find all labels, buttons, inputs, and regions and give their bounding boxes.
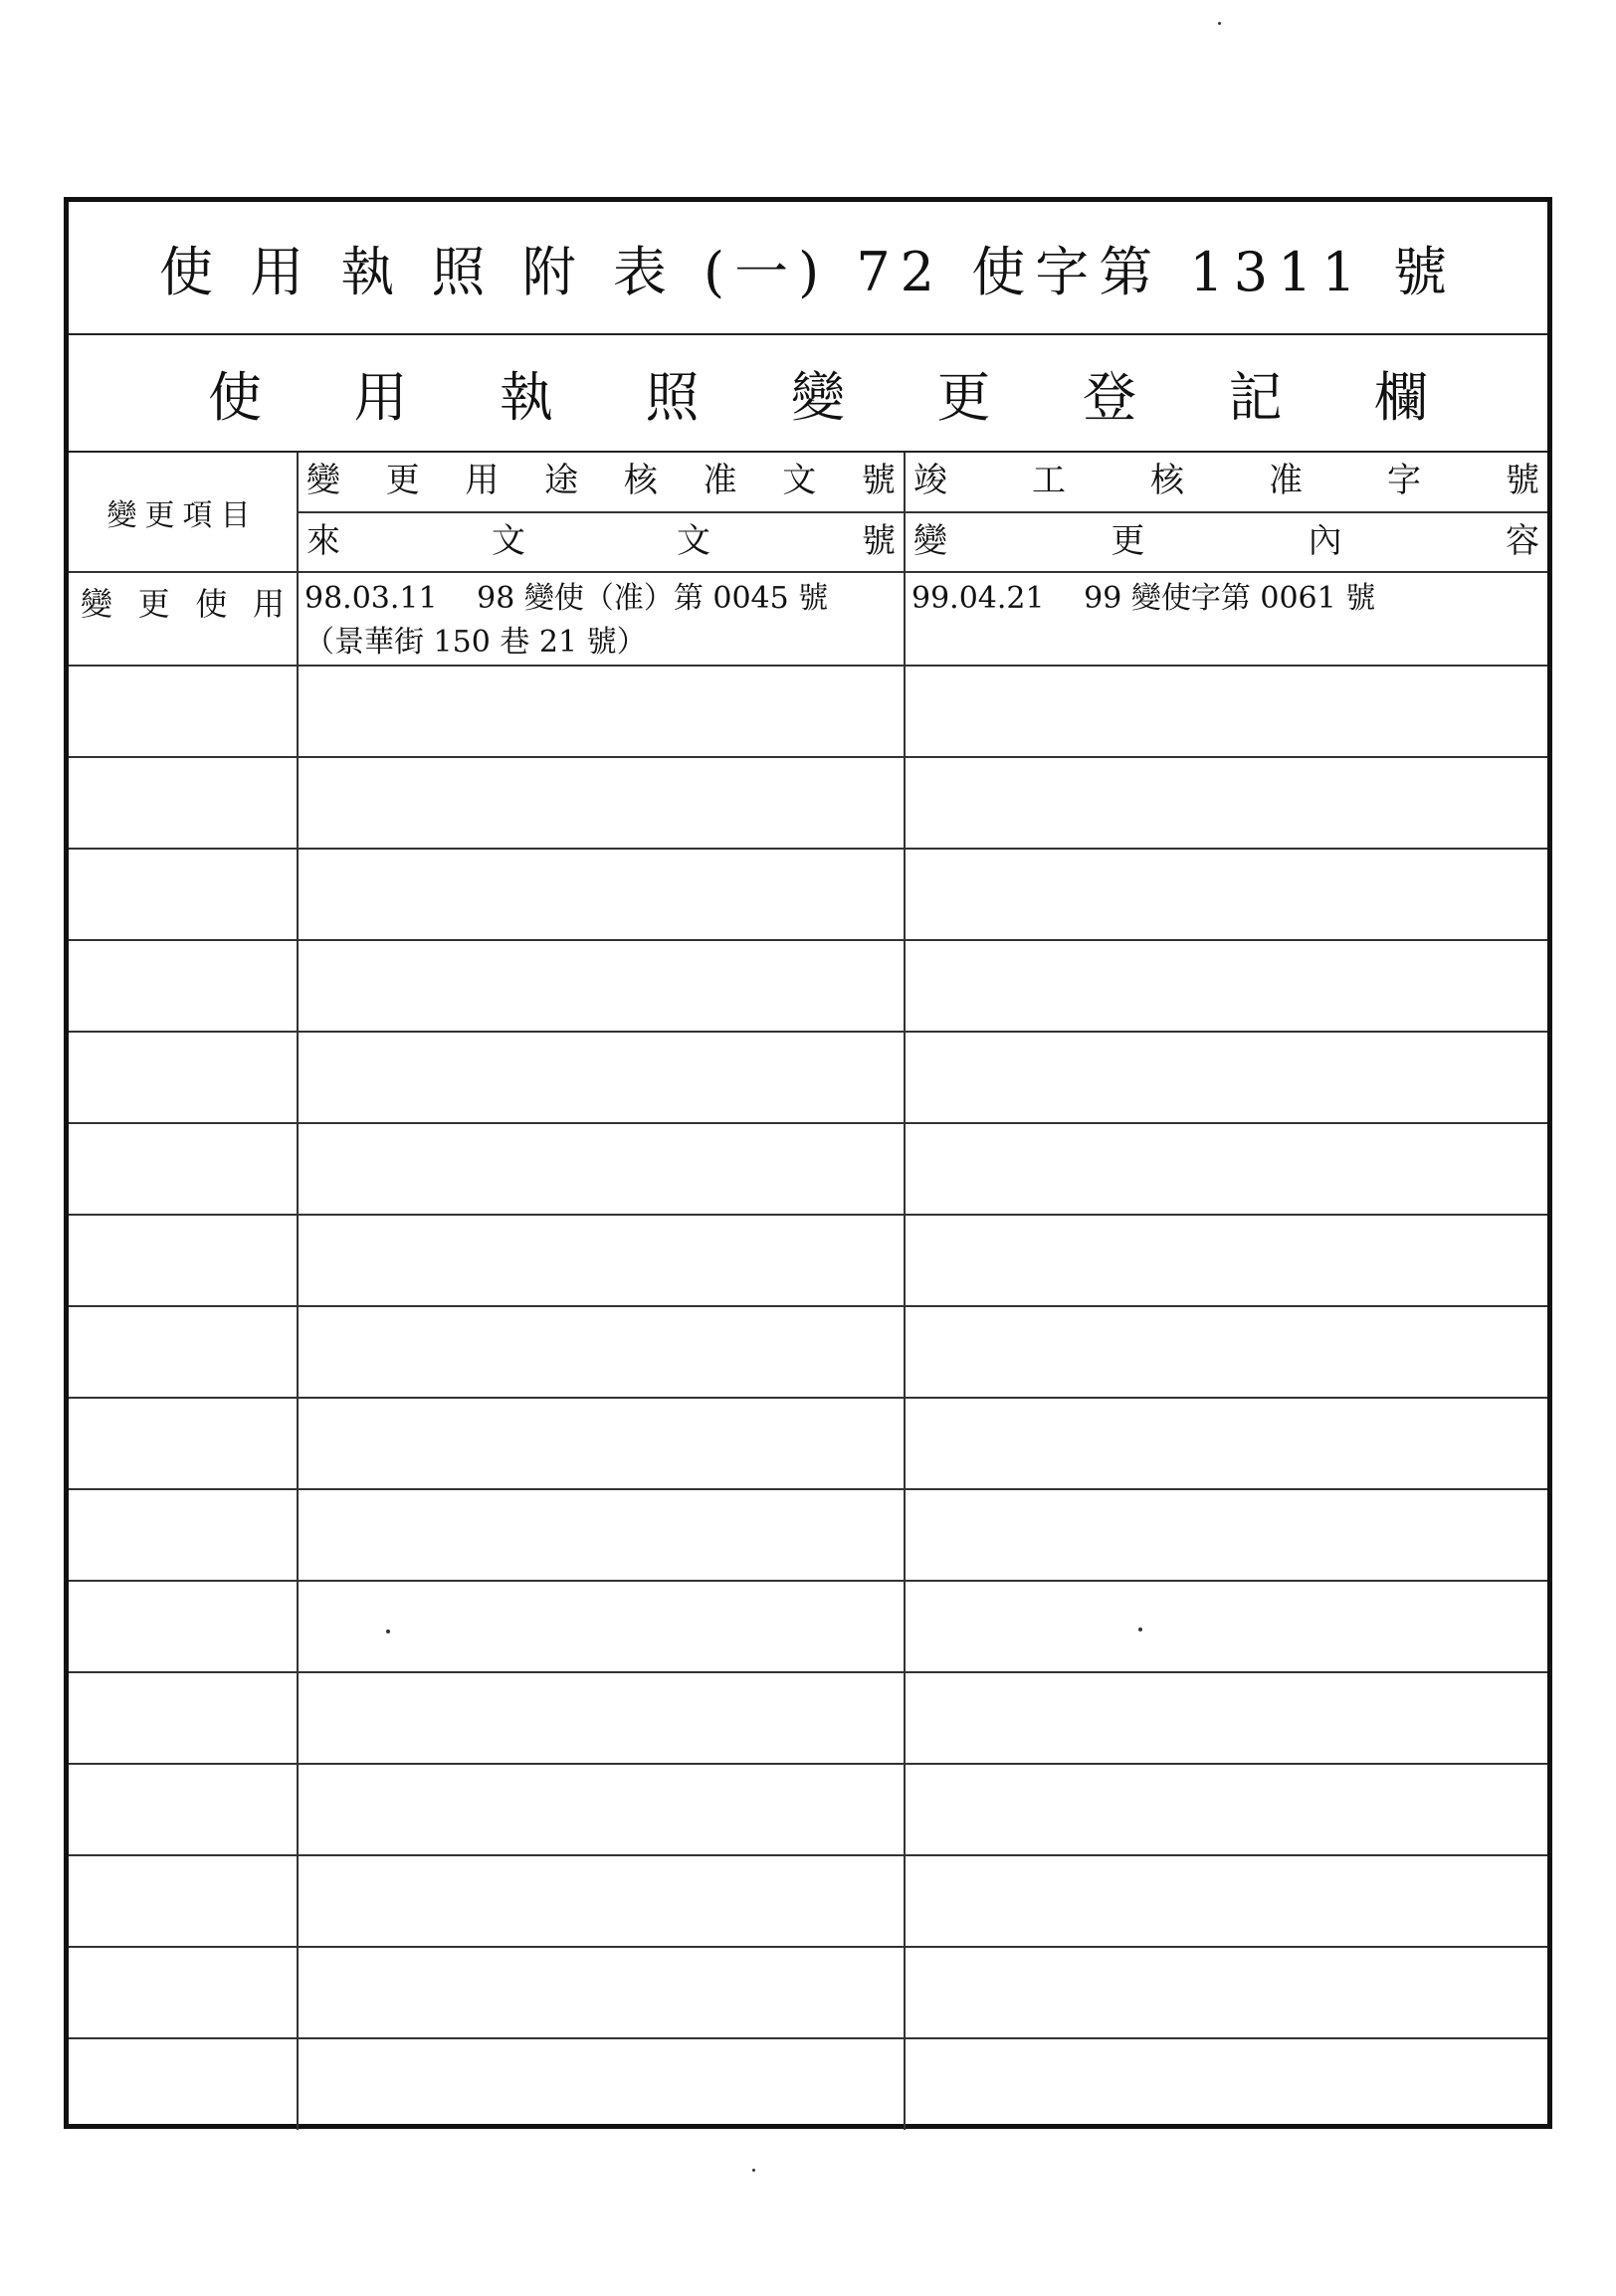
row-item-cell <box>69 572 298 666</box>
header-char: 准 <box>1269 461 1303 500</box>
table-row <box>69 1306 1547 1398</box>
table-row <box>69 1032 1547 1123</box>
row-approval-cell <box>298 1581 905 1672</box>
row-approval-cell <box>298 940 905 1032</box>
approval-line-1: 98.03.11 98 變使（准）第 0045 號 <box>304 581 829 616</box>
subtitle-char: 使 <box>208 365 262 429</box>
row-item-cell <box>69 666 298 757</box>
scan-speck <box>386 1629 390 1633</box>
table-row <box>69 849 1547 940</box>
header-char: 來 <box>306 521 340 561</box>
header-char: 變 <box>913 521 947 561</box>
header-char: 變 <box>306 461 340 500</box>
header-char: 核 <box>623 461 658 500</box>
header-approval-number <box>298 453 905 512</box>
row-item-cell <box>69 1489 298 1581</box>
header-char: 文 <box>782 461 817 500</box>
row-completion-cell <box>905 2038 1547 2130</box>
row-completion-cell <box>905 1855 1547 1947</box>
form-subtitle <box>69 335 1547 453</box>
header-char: 內 <box>1308 521 1342 561</box>
row-approval-cell <box>298 1855 905 1947</box>
row-item-cell <box>69 1947 298 2038</box>
subtitle-char: 照 <box>645 365 700 429</box>
header-char: 容 <box>1505 521 1539 561</box>
row-approval-cell <box>298 1947 905 2038</box>
table-row <box>69 1489 1547 1581</box>
table-row <box>69 940 1547 1032</box>
subtitle-char: 執 <box>500 365 553 429</box>
header-char: 准 <box>703 461 737 500</box>
table-row <box>69 572 1547 666</box>
register-table <box>69 453 1547 2130</box>
row-completion-cell <box>905 1581 1547 1672</box>
header-char: 途 <box>544 461 579 500</box>
row-completion-cell <box>905 1123 1547 1215</box>
header-char: 號 <box>861 461 896 500</box>
item-char: 更 <box>137 585 170 623</box>
row-completion-cell <box>905 940 1547 1032</box>
row-completion-cell <box>905 1032 1547 1123</box>
header-change-item: 變更項目 <box>69 453 298 572</box>
subtitle-char: 欄 <box>1374 365 1428 429</box>
item-char: 用 <box>252 585 285 623</box>
table-row <box>69 1581 1547 1672</box>
header-char: 更 <box>1111 521 1145 561</box>
subtitle-char: 更 <box>936 365 991 429</box>
row-completion-cell <box>905 572 1547 666</box>
header-change-content <box>905 512 1547 572</box>
table-row <box>69 1764 1547 1855</box>
header-char: 字 <box>1387 461 1421 500</box>
row-completion-cell <box>905 1215 1547 1306</box>
row-approval-cell <box>298 1123 905 1215</box>
row-completion-cell <box>905 666 1547 757</box>
subtitle-char: 變 <box>791 365 845 429</box>
table-row <box>69 1947 1547 2038</box>
row-completion-cell <box>905 1764 1547 1855</box>
row-item-cell <box>69 1123 298 1215</box>
row-approval-cell <box>298 1764 905 1855</box>
table-row <box>69 1398 1547 1489</box>
header-char: 文 <box>677 521 710 561</box>
row-item-cell <box>69 1032 298 1123</box>
row-approval-cell <box>298 849 905 940</box>
row-item-cell <box>69 940 298 1032</box>
row-completion-cell <box>905 1306 1547 1398</box>
form-title: 使 用 執 照 附 表 (一) 72 使字第 1311 號 <box>69 202 1547 335</box>
header-char: 更 <box>385 461 420 500</box>
row-item-cell <box>69 757 298 849</box>
row-completion-cell <box>905 1672 1547 1764</box>
row-completion-cell <box>905 1398 1547 1489</box>
row-completion-cell <box>905 1489 1547 1581</box>
row-item-cell <box>69 2038 298 2130</box>
row-item-cell <box>69 1764 298 1855</box>
header-incoming-number <box>298 512 905 572</box>
table-row <box>69 666 1547 757</box>
row-approval-cell <box>298 1489 905 1581</box>
table-row <box>69 1672 1547 1764</box>
row-item-cell <box>69 1398 298 1489</box>
scan-speck <box>752 2169 755 2172</box>
row-approval-cell <box>298 1032 905 1123</box>
header-char: 核 <box>1150 461 1184 500</box>
row-item-cell <box>69 1855 298 1947</box>
subtitle-char: 記 <box>1228 365 1283 429</box>
scan-speck <box>1138 1627 1142 1631</box>
header-char: 用 <box>465 461 500 500</box>
table-row <box>69 1215 1547 1306</box>
table-row <box>69 2038 1547 2130</box>
approval-line-2: （景華街 150 巷 21 號） <box>304 625 647 660</box>
row-approval-cell <box>298 572 905 666</box>
row-approval-cell <box>298 1672 905 1764</box>
item-char: 使 <box>195 585 228 623</box>
item-char: 變 <box>81 585 113 623</box>
row-completion-cell <box>905 1947 1547 2038</box>
subtitle-char: 登 <box>1083 365 1136 429</box>
header-row-1 <box>69 453 1547 512</box>
table-row <box>69 1855 1547 1947</box>
row-approval-cell <box>298 666 905 757</box>
row-approval-cell <box>298 1215 905 1306</box>
row-approval-cell <box>298 2038 905 2130</box>
header-char: 號 <box>862 521 896 561</box>
row-approval-cell <box>298 757 905 849</box>
header-char: 號 <box>1506 461 1539 500</box>
completion-line-1: 99.04.21 99 變使字第 0061 號 <box>911 581 1376 616</box>
row-item-cell <box>69 849 298 940</box>
row-item-cell <box>69 1672 298 1764</box>
row-approval-cell <box>298 1306 905 1398</box>
header-completion-number <box>905 453 1547 512</box>
row-item-cell <box>69 1581 298 1672</box>
row-item-cell <box>69 1215 298 1306</box>
row-completion-cell <box>905 757 1547 849</box>
scan-speck <box>1218 22 1221 25</box>
table-row <box>69 757 1547 849</box>
form-frame <box>64 197 1552 2129</box>
row-completion-cell <box>905 849 1547 940</box>
subtitle-char: 用 <box>353 365 408 429</box>
table-row <box>69 1123 1547 1215</box>
row-approval-cell <box>298 1398 905 1489</box>
header-char: 工 <box>1032 461 1066 500</box>
header-char: 竣 <box>913 461 947 500</box>
row-item-cell <box>69 1306 298 1398</box>
header-char: 文 <box>492 521 525 561</box>
